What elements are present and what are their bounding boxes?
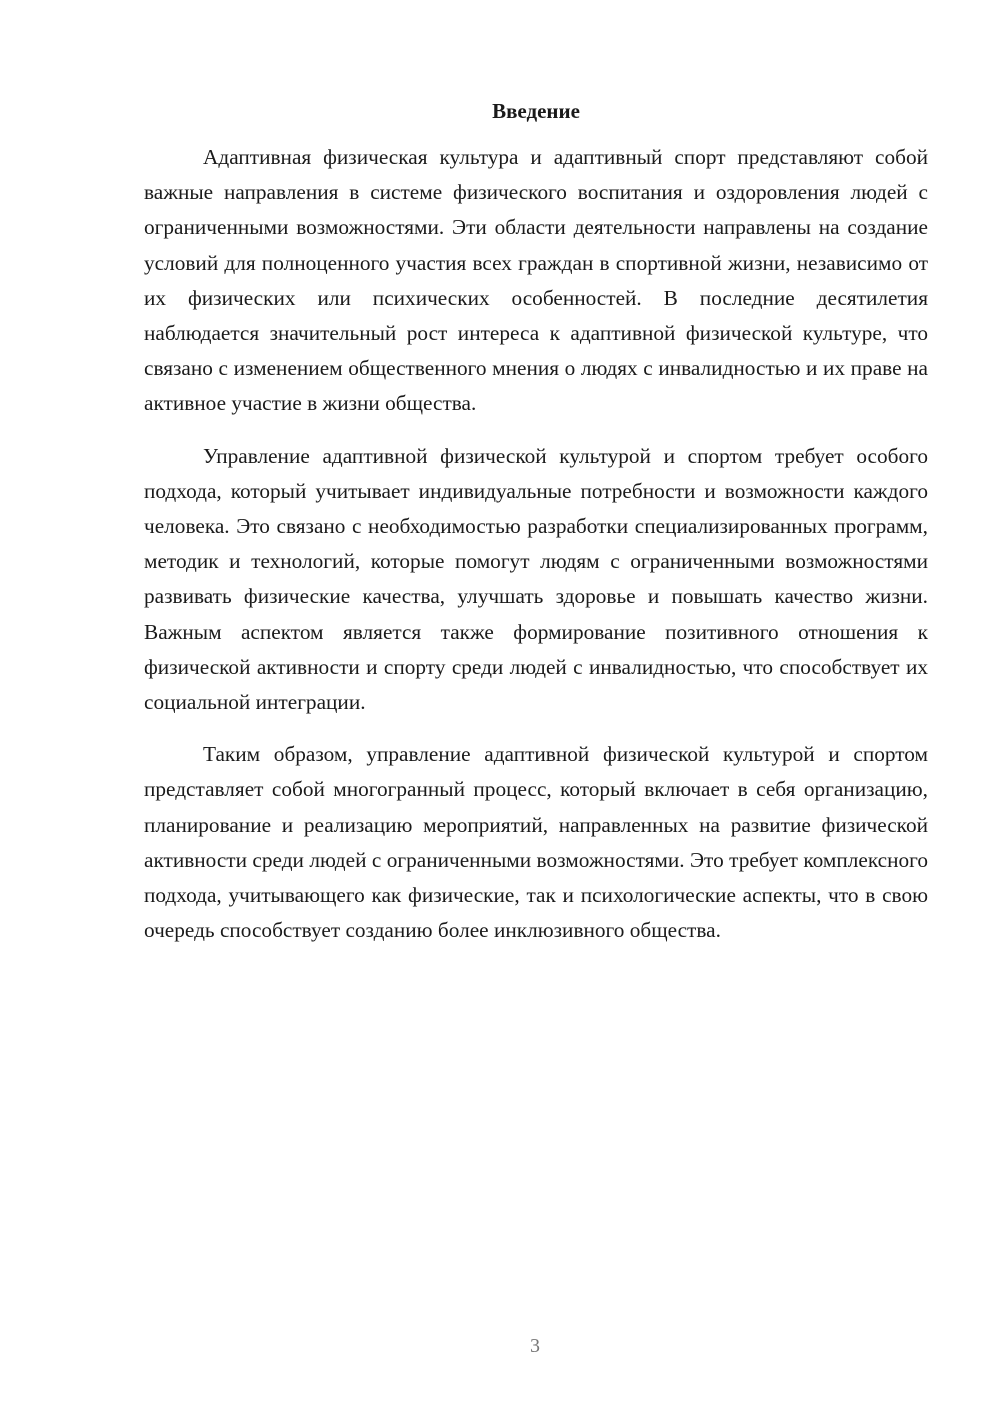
paragraph-1: Адаптивная физическая культура и адаптивный спорт представляют собой важные направления в системе физического воспитания и оздоровления людей с ограниченными возможностями. Эти области деятельности направлены на создание условий для полноценного участия всех граждан в спортивной жизни, независимо от их физических или психических особенностей. В последние десятилетия наблюдается значительный рост интереса к адаптивной физической культуре, что связано с изменением общественного мнения о людях с инвалидностью и их праве на активное участие в жизни общества. [144, 145, 928, 416]
section-title: Введение [492, 99, 580, 123]
paragraph-2: Управление адаптивной физической культурой и спортом требует особого подхода, который учитывает индивидуальные потребности и возможности каждого человека. Это связано с необходимостью разработки специализированных программ, методик и технологий, которые помогут людям с ограниченными возможностями развивать физические качества, улучшать здоровье и повышать качество жизни. Важным аспектом является также формирование позитивного отношения к физической активности и спорту среди людей с инвалидностью, что способствует их социальной интеграции. [144, 443, 928, 715]
paragraph-3: Таким образом, управление адаптивной физической культурой и спортом представляет собой многогранный процесс, который включает в себя организацию, планирование и реализацию мероприятий, направленных на развитие физической активности среди людей с ограниченными возможностями. Это требует комплексного подхода, учитывающего как физические, так и психологические аспекты, что в свою очередь способствует созданию более инклюзивного общества. [144, 742, 928, 943]
page-content [144, 94, 928, 965]
page-number: 3 [530, 1335, 540, 1357]
